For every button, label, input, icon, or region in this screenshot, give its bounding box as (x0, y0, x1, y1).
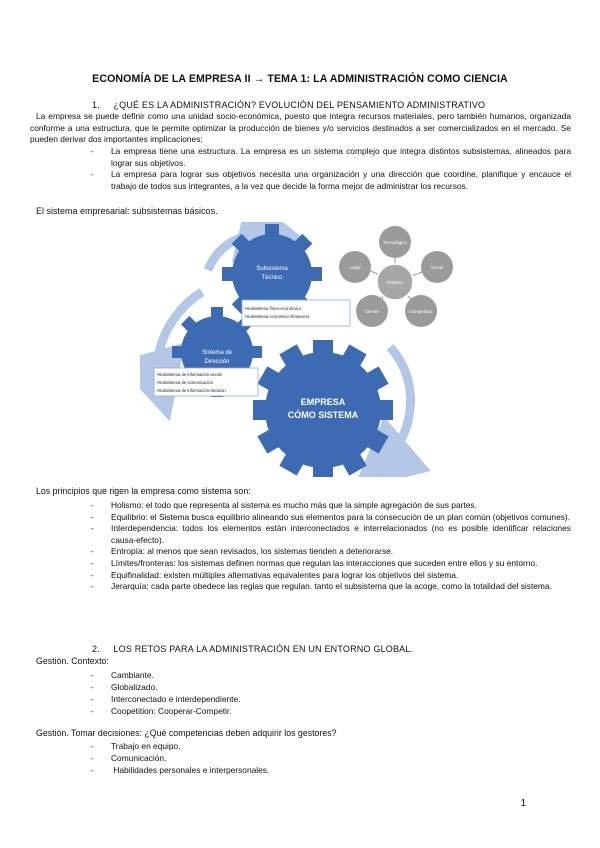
technical-box-line-2: •Subsistema económico-financiero (245, 314, 310, 319)
technical-subsystems-box (242, 300, 350, 326)
list-item: - Coopetition: Cooperar-Competir. (91, 705, 491, 717)
list-item: - Jerarquía: cada parte obedece las reglas que regulan. tanto el subsistema que la acoge, como la totalidad del sistema. (91, 581, 571, 593)
gear-direction-label-2: Dirección (204, 359, 230, 365)
list-item: - La empresa tiene una estructura. La empresa es un sistema complejo que integra distintos subsistemas, alineados para lograr sus objetivos. (91, 146, 571, 169)
gear-technical-label-2: Técnico (261, 275, 283, 281)
direction-box-line-1: •Subsistema de información-acción (157, 372, 223, 377)
section-1-heading (92, 100, 485, 110)
principles-list (91, 500, 571, 593)
direction-box-line-3: •Subsistema de información-decisión (157, 388, 226, 393)
environment-cluster (339, 226, 453, 327)
bubble-center-label: Entorno (387, 280, 403, 285)
gear-company-label-2: CÓMO SISTEMA (287, 410, 359, 420)
gear-direction-label-1: Sistema de (201, 350, 233, 356)
context-label: Gestión. Contexto: (36, 656, 109, 666)
implications-list (91, 146, 571, 192)
list-item: - Globalizado. (91, 681, 491, 693)
bubble-right-label: Social (430, 265, 444, 270)
page-title: ECONOMÍA DE LA EMPRESA II → TEMA 1: LA ADMINISTRACIÓN COMO CIENCIA (92, 73, 508, 85)
gear-company-label-1: EMPRESA (300, 397, 346, 407)
decisions-label: Gestión. Tomar decisiones: ¿Qué competencias deben adquirir los gestores? (36, 728, 337, 738)
direction-box-line-2: •Subsistema de comunicación (157, 380, 213, 385)
list-item: - Interdependencia: todos los elementos están interconectados e interrelacionados (no es posible identificar relaciones causa-efecto). (91, 523, 571, 546)
list-item: - Interconectado e interdependiente. (91, 693, 491, 705)
list-item: - Equilibrio: el Sistema busca equilibrio alineando sus elementos para la consecución de un plan común (objetivos comunes). (91, 512, 571, 524)
list-item: - Equifinalidad: existen múltiples alternativas equivalentes para lograr los objetivos del sistema. (91, 570, 571, 582)
list-item: - Trabajo en equipo. (91, 740, 491, 752)
decisions-list (91, 740, 491, 776)
technical-box-line-1: •Subsistema físico-económico (245, 306, 301, 311)
list-item: - Entropía: al menos que sean revisados, los sistemas tienden a deteriorarse. (91, 546, 571, 558)
list-item: - Comunicación. (91, 752, 491, 764)
list-item: - Límites/fronteras: los sistemas definen normas que regulan las interacciones que suceden entre ellos y su entorno. (91, 558, 571, 570)
list-item: - La empresa para lograr sus objetivos necesita una organización y una dirección que coordine, planifique y encauce el trabajo de todos sus integrantes, a la vez que decide la forma mejor de administrar los recursos. (91, 169, 571, 192)
bubble-bottom-left-label: Cliente (364, 309, 380, 314)
section-2-title: LOS RETOS PARA LA ADMINISTRACIÓN EN UN ENTORNO GLOBAL. (113, 644, 414, 654)
list-item: - Cambiante. (91, 669, 491, 681)
gear-company (253, 340, 393, 477)
section-2-heading (92, 644, 413, 654)
list-item: - Habilidades personales e interpersonales. (91, 764, 491, 776)
list-item: - Holismo: el todo que representa al sistema es mucho más que la simple agregación de sus partes. (91, 500, 571, 512)
bubble-bottom-right-label: Competidor (409, 309, 433, 314)
bubble-top-label: Tecnológico (383, 240, 407, 245)
subsystems-label: El sistema empresarial: subsistemas básicos. (36, 206, 218, 216)
principles-intro: Los principios que rigen la empresa como sistema son: (36, 486, 251, 496)
section-1-intro: La empresa se puede definir como una unidad socio-económica, puesto que integra recursos materiales, pero también humanos, organizada conforme a una estructura, que le permite optimizar la producción de bienes y/o servicios destinados a ser comercializados en el mercado. Se pueden derivar dos importantes implicaciones: (30, 111, 571, 145)
context-list (91, 669, 491, 717)
page-number: 1 (520, 798, 526, 809)
enterprise-system-diagram (140, 222, 475, 477)
section-2-number: 2. (92, 644, 100, 654)
section-1-title: ¿QUÉ ES LA ADMINISTRACIÓN? EVOLUCIÓN DEL PENSAMIENTO ADMINISTRATIVO (113, 100, 486, 110)
section-1-number: 1. (92, 100, 100, 110)
gear-technical-label-1: Subsistema (256, 266, 288, 272)
bubble-left-label: Legal (349, 265, 361, 270)
